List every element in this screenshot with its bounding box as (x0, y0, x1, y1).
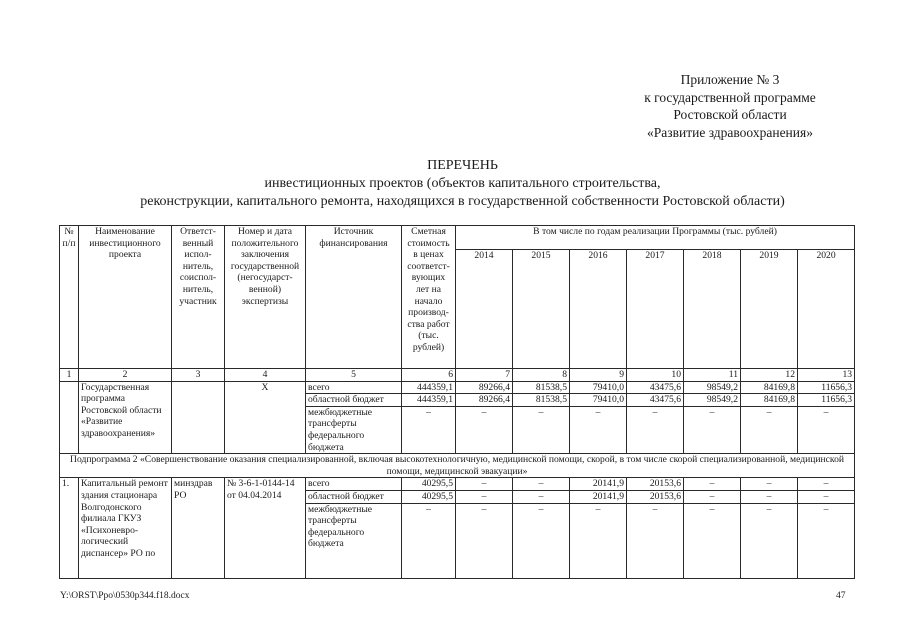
value-cell: – (627, 503, 684, 578)
value-cell: – (741, 503, 798, 578)
column-numbers-row (60, 369, 855, 382)
program-responsible (172, 381, 225, 454)
header-row (60, 226, 855, 250)
value-cell: – (627, 406, 684, 453)
value-cell: – (456, 406, 513, 453)
project-name: Капитальный ремонт здания стационара Волгодонского филиала ГКУЗ «Психоневро-логический диспансер» РО по (79, 478, 172, 578)
value-cell: – (456, 478, 513, 491)
value-cell: – (513, 478, 570, 491)
project-expertise: № 3-6-1-0144-14 от 04.04.2014 (225, 478, 306, 578)
subprogram-title: Подпрограмма 2 «Совершенствование оказания специализированной, включая высокотехнологичную, медицинской помощи, скорой, в том числе скорой специализированной, медицинской помощи, медицинской эвакуации» (60, 454, 855, 478)
value-cell: – (741, 490, 798, 503)
page-number: 47 (836, 591, 846, 601)
header-responsible: Ответст-венный испол-нитель, соиспол-нитель, участник (172, 226, 225, 369)
source-cell: межбюджетные трансферты федерального бюджета (306, 406, 402, 453)
header-cost: Сметная стоимость в ценах соответст-вующих лет на начало производ-ства работ (тыс. рублей) (402, 226, 456, 369)
header-num: № п/п (60, 226, 79, 369)
column-number: 10 (627, 369, 684, 382)
value-cell: 20141,9 (570, 478, 627, 491)
header-expertise: Номер и дата положительного заключения государственной (негосударст-венной) экспертизы (225, 226, 306, 369)
document-title: ПЕРЕЧЕНЬ (427, 158, 498, 173)
value-cell: – (570, 503, 627, 578)
appendix-line: Приложение № 3 (680, 72, 780, 87)
value-cell: – (798, 503, 855, 578)
value-cell: – (456, 503, 513, 578)
project-num: 1. (60, 478, 79, 578)
appendix-line: Ростовской области (673, 107, 787, 122)
column-number: 5 (306, 369, 402, 382)
value-cell: 84169,8 (741, 394, 798, 407)
header-year: 2019 (741, 250, 798, 369)
value-cell: 84169,8 (741, 381, 798, 394)
header-year: 2018 (684, 250, 741, 369)
value-cell: – (402, 406, 456, 453)
header-source: Источник финансирования (306, 226, 402, 369)
project-responsible: минздрав РО (172, 478, 225, 578)
header-years-group: В том числе по годам реализации Программы (тыс. рублей) (456, 226, 855, 250)
value-cell: 98549,2 (684, 394, 741, 407)
source-cell: всего (306, 478, 402, 491)
value-cell: 79410,0 (570, 381, 627, 394)
value-cell: – (741, 406, 798, 453)
value-cell: – (570, 406, 627, 453)
value-cell: 89266,4 (456, 394, 513, 407)
value-cell: 79410,0 (570, 394, 627, 407)
column-number: 12 (741, 369, 798, 382)
value-cell: – (684, 503, 741, 578)
column-number: 1 (60, 369, 79, 382)
value-cell: – (798, 478, 855, 491)
appendix-block (560, 71, 900, 141)
value-cell: 98549,2 (684, 381, 741, 394)
column-number: 9 (570, 369, 627, 382)
document-heading (60, 157, 865, 211)
header-year: 2014 (456, 250, 513, 369)
value-cell: – (741, 478, 798, 491)
program-expertise: Х (225, 381, 306, 454)
column-number: 3 (172, 369, 225, 382)
heading-line: реконструкции, капитального ремонта, находящихся в государственной собственности Ростовской области) (140, 194, 785, 209)
column-number: 11 (684, 369, 741, 382)
column-number: 7 (456, 369, 513, 382)
file-path: Y:\ORST\Ppo\0530p344.f18.docx (60, 591, 190, 601)
program-num (60, 381, 79, 454)
value-cell: – (513, 406, 570, 453)
value-cell: 444359,1 (402, 381, 456, 394)
value-cell: 40295,5 (402, 490, 456, 503)
value-cell: – (513, 503, 570, 578)
column-number: 13 (798, 369, 855, 382)
subprogram-row (60, 454, 855, 478)
value-cell: – (684, 478, 741, 491)
value-cell: 20153,6 (627, 478, 684, 491)
investment-projects-table (59, 225, 855, 579)
source-cell: межбюджетные трансферты федерального бюджета (306, 503, 402, 578)
header-name: Наименование инвестиционного проекта (79, 226, 172, 369)
value-cell: – (684, 406, 741, 453)
column-number: 8 (513, 369, 570, 382)
value-cell: – (684, 490, 741, 503)
table-row (60, 478, 855, 491)
source-cell: областной бюджет (306, 490, 402, 503)
source-cell: областной бюджет (306, 394, 402, 407)
column-number: 6 (402, 369, 456, 382)
value-cell: 11656,3 (798, 394, 855, 407)
source-cell: всего (306, 381, 402, 394)
value-cell: – (456, 490, 513, 503)
header-year: 2016 (570, 250, 627, 369)
value-cell: 20153,6 (627, 490, 684, 503)
value-cell: – (513, 490, 570, 503)
header-year: 2015 (513, 250, 570, 369)
value-cell: 20141,9 (570, 490, 627, 503)
value-cell: 81538,5 (513, 381, 570, 394)
column-number: 2 (79, 369, 172, 382)
header-year: 2017 (627, 250, 684, 369)
column-number: 4 (225, 369, 306, 382)
appendix-line: к государственной программе (644, 89, 816, 105)
table-row (60, 381, 855, 394)
value-cell: 11656,3 (798, 381, 855, 394)
value-cell: – (798, 406, 855, 453)
heading-line: инвестиционных проектов (объектов капитального строительства, (264, 176, 661, 191)
value-cell: 43475,6 (627, 394, 684, 407)
appendix-line: «Развитие здравоохранения» (647, 124, 813, 140)
value-cell: 89266,4 (456, 381, 513, 394)
value-cell: – (798, 490, 855, 503)
value-cell: 444359,1 (402, 394, 456, 407)
program-name: Государственная программа Ростовской области «Развитие здравоохранения» (79, 381, 172, 454)
header-year: 2020 (798, 250, 855, 369)
value-cell: 81538,5 (513, 394, 570, 407)
value-cell: 43475,6 (627, 381, 684, 394)
value-cell: – (402, 503, 456, 578)
value-cell: 40295,5 (402, 478, 456, 491)
